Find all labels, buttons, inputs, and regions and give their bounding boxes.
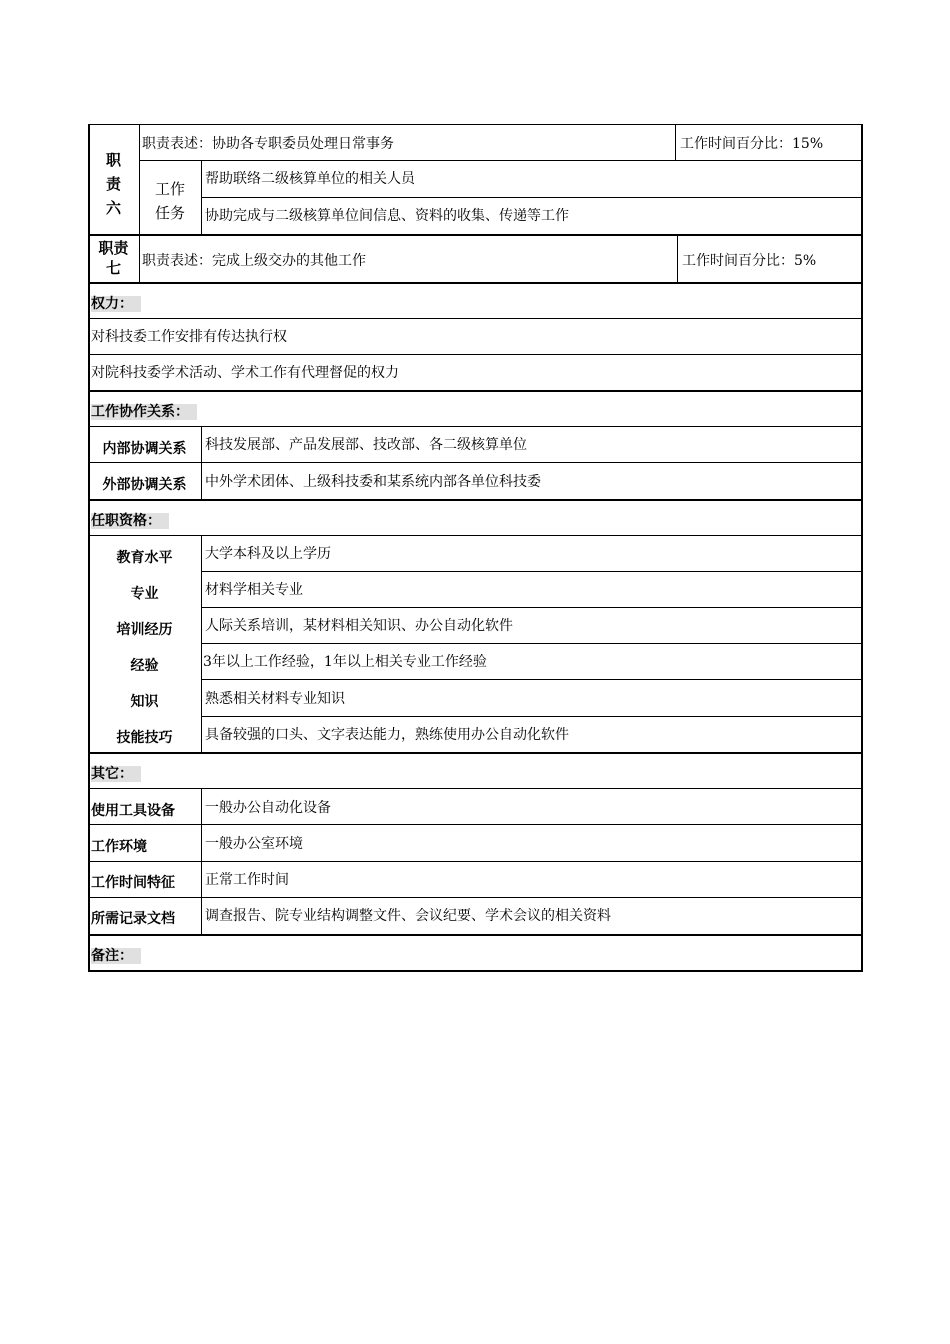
duty6-description: 职责表述：协助各专职委员处理日常事务 [142,136,394,152]
duty7-description: 职责表述：完成上级交办的其他工作 [142,253,366,269]
duty7-time-percent: 工作时间百分比：5% [682,253,817,269]
authority-header: 权力： [91,295,141,313]
duty6-task-label: 工作 任务 [154,180,185,222]
relation-label-internal: 内部协调关系 [102,441,187,457]
relation-value-internal: 科技发展部、产品发展部、技改部、各二级核算单位 [205,437,527,453]
qual-value-education: 大学本科及以上学历 [205,546,331,562]
other-label-work-time: 工作时间特征 [91,875,175,891]
qual-label-education: 教育水平 [116,550,173,566]
qual-label-knowledge: 知识 [130,694,159,710]
duty6-time-percent: 工作时间百分比：15% [680,136,824,152]
qual-value-experience: 3年以上工作经验，1年以上相关专业工作经验 [203,654,487,670]
relation-value-external: 中外学术团体、上级科技委和某系统内部各单位科技委 [205,474,541,490]
qual-value-skills: 具备较强的口头、文字表达能力，熟练使用办公自动化软件 [205,727,569,743]
job-description-table [88,124,863,972]
qual-value-knowledge: 熟悉相关材料专业知识 [205,691,345,707]
qual-label-training: 培训经历 [116,622,173,638]
qual-label-major: 专业 [130,586,159,602]
remarks-header: 备注： [91,947,141,965]
qualifications-header: 任职资格： [91,512,169,530]
other-value-environment: 一般办公室环境 [205,836,303,852]
qual-label-experience: 经验 [130,658,159,674]
authority-item-2: 对院科技委学术活动、学术工作有代理督促的权力 [91,365,399,381]
other-label-documents: 所需记录文档 [91,911,175,927]
duty7-label: 职责 七 [98,239,129,277]
other-header: 其它： [91,765,141,783]
relations-header: 工作协作关系： [91,403,197,421]
other-value-tools: 一般办公自动化设备 [205,800,331,816]
authority-item-1: 对科技委工作安排有传达执行权 [91,329,287,345]
duty6-task-2: 协助完成与二级核算单位间信息、资料的收集、传递等工作 [205,208,569,224]
duty6-label: 职 责 六 [105,151,121,217]
duty6-task-1: 帮助联络二级核算单位的相关人员 [205,171,415,187]
other-value-work-time: 正常工作时间 [205,872,289,888]
other-label-tools: 使用工具设备 [91,803,175,819]
qual-value-major: 材料学相关专业 [205,582,303,598]
relation-label-external: 外部协调关系 [102,477,187,493]
other-value-documents: 调查报告、院专业结构调整文件、会议纪要、学术会议的相关资料 [205,908,611,924]
other-label-environment: 工作环境 [91,839,147,855]
qual-value-training: 人际关系培训，某材料相关知识、办公自动化软件 [205,618,513,634]
qual-label-skills: 技能技巧 [116,730,173,746]
